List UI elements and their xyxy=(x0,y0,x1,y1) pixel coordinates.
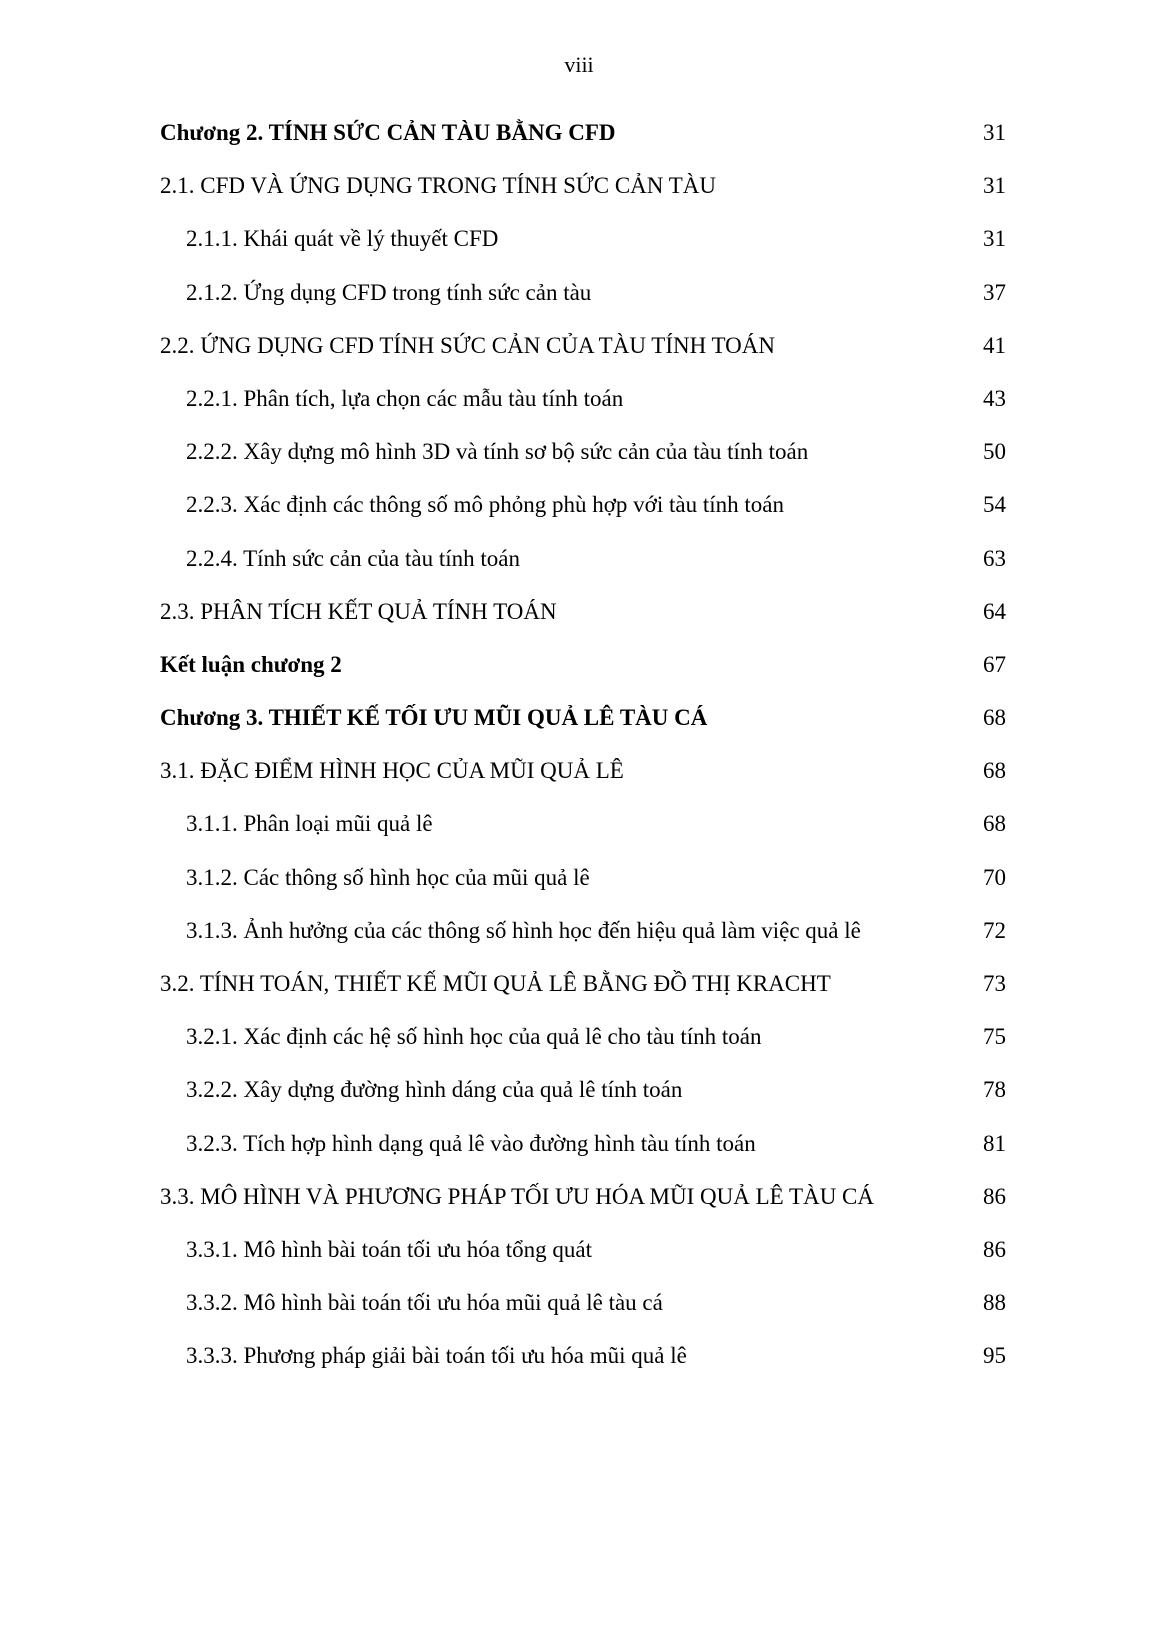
toc-entry-page-number: 81 xyxy=(983,1130,1006,1156)
toc-entry[interactable] xyxy=(160,638,1006,691)
toc-entry[interactable] xyxy=(160,159,1006,212)
toc-entry-page-number: 88 xyxy=(983,1290,1006,1316)
toc-entry-page-number: 63 xyxy=(983,545,1006,571)
toc-entry[interactable] xyxy=(160,1063,1006,1116)
toc-entry[interactable] xyxy=(160,851,1006,904)
toc-entry-title: 3.1.2. Các thông số hình học của mũi quả lê xyxy=(186,864,590,890)
toc-entry[interactable] xyxy=(160,266,1006,319)
toc-entry-title: 3.3.2. Mô hình bài toán tối ưu hóa mũi quả lê tàu cá xyxy=(186,1290,663,1316)
toc-entry[interactable] xyxy=(160,1276,1006,1329)
toc-entry-page-number: 72 xyxy=(983,917,1006,943)
toc-entry-page-number: 68 xyxy=(983,758,1006,784)
toc-entry-page-number: 68 xyxy=(983,705,1006,731)
toc-entry-page-number: 31 xyxy=(983,226,1006,252)
toc-entry[interactable] xyxy=(160,1170,1006,1223)
toc-entry-page-number: 86 xyxy=(983,1236,1006,1262)
toc-entry-title: 2.2.1. Phân tích, lựa chọn các mẫu tàu tính toán xyxy=(186,385,624,411)
toc-entry-title: 3.3.3. Phương pháp giải bài toán tối ưu hóa mũi quả lê xyxy=(186,1343,687,1369)
toc-entry[interactable] xyxy=(160,1329,1006,1382)
toc-entry-page-number: 75 xyxy=(983,1024,1006,1050)
toc-entry-title: Chương 3. THIẾT KẾ TỐI ƯU MŨI QUẢ LÊ TÀU CÁ xyxy=(160,705,708,731)
toc-entry[interactable] xyxy=(160,1223,1006,1276)
toc-entry-title: 2.2. ỨNG DỤNG CFD TÍNH SỨC CẢN CỦA TÀU TÍNH TOÁN xyxy=(160,332,776,358)
toc-entry-page-number: 95 xyxy=(983,1343,1006,1369)
toc-entry[interactable] xyxy=(160,106,1006,159)
toc-entry[interactable] xyxy=(160,372,1006,425)
toc-entry-title: 2.3. PHÂN TÍCH KẾT QUẢ TÍNH TOÁN xyxy=(160,598,557,624)
page-number: viii xyxy=(564,52,594,77)
table-of-contents xyxy=(160,106,1006,1383)
toc-entry[interactable] xyxy=(160,691,1006,744)
toc-entry-page-number: 31 xyxy=(983,173,1006,199)
toc-entry-page-number: 78 xyxy=(983,1077,1006,1103)
toc-entry[interactable] xyxy=(160,904,1006,957)
toc-entry-title: 3.2.2. Xây dựng đường hình dáng của quả lê tính toán xyxy=(186,1077,683,1103)
toc-entry-page-number: 86 xyxy=(983,1183,1006,1209)
toc-entry-page-number: 68 xyxy=(983,811,1006,837)
toc-entry-title: 2.1. CFD VÀ ỨNG DỤNG TRONG TÍNH SỨC CẢN TÀU xyxy=(160,173,717,199)
toc-entry[interactable] xyxy=(160,319,1006,372)
toc-entry-page-number: 43 xyxy=(983,385,1006,411)
toc-entry-title: 3.2. TÍNH TOÁN, THIẾT KẾ MŨI QUẢ LÊ BẰNG ĐỒ THỊ KRACHT xyxy=(160,971,831,996)
toc-entry-title: 3.2.1. Xác định các hệ số hình học của quả lê cho tàu tính toán xyxy=(186,1024,762,1050)
toc-entry-title: 2.2.2. Xây dựng mô hình 3D và tính sơ bộ sức cản của tàu tính toán xyxy=(186,439,809,465)
toc-entry-title: 2.1.1. Khái quát về lý thuyết CFD xyxy=(186,226,499,252)
toc-entry[interactable] xyxy=(160,1117,1006,1170)
toc-entry-page-number: 67 xyxy=(983,651,1006,677)
toc-entry-page-number: 37 xyxy=(983,279,1006,305)
toc-entry-page-number: 41 xyxy=(983,332,1006,358)
toc-entry-title: Chương 2. TÍNH SỨC CẢN TÀU BẰNG CFD xyxy=(160,120,616,145)
toc-entry-title: 2.1.2. Ứng dụng CFD trong tính sức cản tàu xyxy=(186,279,592,305)
toc-entry-page-number: 73 xyxy=(983,971,1006,996)
toc-entry[interactable] xyxy=(160,532,1006,585)
toc-entry[interactable] xyxy=(160,957,1006,1010)
toc-entry-title: Kết luận chương 2 xyxy=(160,651,342,677)
toc-entry-page-number: 54 xyxy=(983,492,1006,518)
toc-entry-page-number: 64 xyxy=(983,598,1006,624)
toc-entry-title: 3.2.3. Tích hợp hình dạng quả lê vào đường hình tàu tính toán xyxy=(186,1130,756,1156)
toc-entry[interactable] xyxy=(160,212,1006,265)
toc-entry-page-number: 50 xyxy=(983,439,1006,465)
toc-entry-title: 2.2.3. Xác định các thông số mô phỏng phù hợp với tàu tính toán xyxy=(186,492,784,518)
toc-entry-title: 3.1.3. Ảnh hưởng của các thông số hình học đến hiệu quả làm việc quả lê xyxy=(186,917,861,943)
toc-entry-title: 3.1.1. Phân loại mũi quả lê xyxy=(186,811,433,837)
toc-entry[interactable] xyxy=(160,585,1006,638)
toc-entry-title: 3.1. ĐẶC ĐIỂM HÌNH HỌC CỦA MŨI QUẢ LÊ xyxy=(160,758,624,784)
toc-entry-title: 3.3. MÔ HÌNH VÀ PHƯƠNG PHÁP TỐI ƯU HÓA MŨI QUẢ LÊ TÀU CÁ xyxy=(160,1183,874,1209)
toc-entry[interactable] xyxy=(160,744,1006,797)
toc-entry-page-number: 31 xyxy=(983,120,1006,145)
toc-entry-page-number: 70 xyxy=(983,864,1006,890)
toc-entry-title: 3.3.1. Mô hình bài toán tối ưu hóa tổng quát xyxy=(186,1236,592,1262)
toc-entry[interactable] xyxy=(160,797,1006,850)
toc-entry[interactable] xyxy=(160,425,1006,478)
toc-entry[interactable] xyxy=(160,1010,1006,1063)
toc-entry[interactable] xyxy=(160,478,1006,531)
toc-entry-title: 2.2.4. Tính sức cản của tàu tính toán xyxy=(186,545,520,571)
